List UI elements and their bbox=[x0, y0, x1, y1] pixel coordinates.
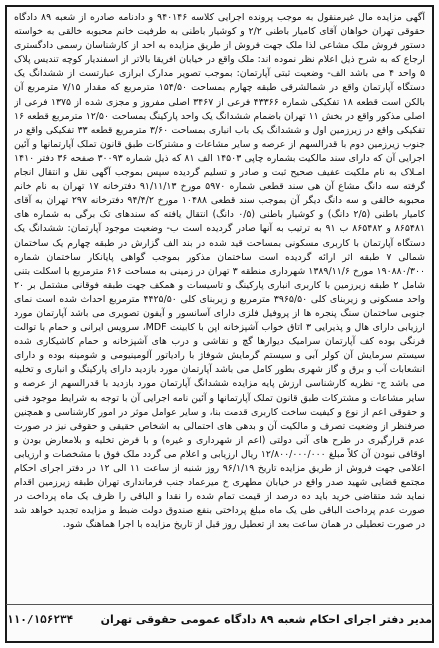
auction-notice bbox=[5, 5, 434, 643]
notice-footer bbox=[7, 608, 432, 630]
signature-line: مدیر دفتر اجرای احکام شعبه ۸۹ دادگاه عمومی حقوقی تهران bbox=[100, 612, 432, 626]
footer-divider bbox=[6, 604, 433, 605]
notice-body-text: آگهی مزایده مال غیرمنقول به موجب پرونده اجرایی کلاسه ۹۴۰۱۴۶ و دادنامه صادره از شعبه ۸۹ دادگاه حقوقی تهران خواهان آقای کامیار باطنی ۲/۲ و کوشیار باطنی به طرفیت خانم محبوبه خالقی به خواسته دستور فروش ملک مشاعی لذا ملک جهت فروش از طریق مزایده به احد از کارشناسان رسمی دادگستری ارجاع که به شرح ذیل اعلام نظر نموده اند: ملک واقع در خیابان افریقا بالاتر از اسفندیار کوچه تندیس پلاک ۵ واحد ۴ می باشد الف- وضعیت ثبتی آپارتمان: بموجب تصویر مدارک ابرازی عبارتست از ششدانگ یک دستگاه آپارتمان واقع در شمالشرقی طبقه چهارم بمساحت ۱۵۴/۵۰ مترمربع که مقدار ۷/۱۵ مترمربع آن بالکن است قطعه ۱۸ تفکیکی شماره ۴۳۳۶۶ فرعی از ۳۴۶۷ اصلی مفروز و مجزی شده از ۱۳۷۵ فرعی از اصلی مذکور واقع در بخش ۱۱ تهران باضمام ششدانگ یک واحد پارکینگ بمساحت ۱۲/۵۰ مترمربع قطعه ۱۶ تفکیکی واقع در زیرزمین اول و ششدانگ یک باب انباری بمساحت ۳/۶۰ مترمربع قطعه ۳۳ تفکیکی واقع در جنوب زیرزمین دوم با قدرالسهم از عرصه و سایر مشاعات و مشترکات طبق قانون تملک آپارتمانها و آئین اجرایی آن که دارای سند مالکیت بشماره چاپی ۱۴۵۰۳ الف ۸۱ که ذیل شماره ۳۰۰۹۳ صفحه ۳۶ دفتر ۱۴۱۰ امـلاک به نام ملکیت عفیف صحیح ثبت و صادر و تسلیم گردیده سپس بموجب آگهی نقل و انتقال انجام گرفته سه دانگ مشاع آن هی سند قطعی شماره ۵۹۷۰ مورخ ۹۱/۱۱/۱۳ دفترخانه ۱۷ تهران به نام خانم محبوبه خالقی و سه دانگ دیگر آن بموجب سند قطعی ۱۰۴۸۸ مورخ ۹۴/۴/۲ دفترخانه ۲۹۷ تهران به آقای کامیار باطنی (۲/۵ دانگ) و کوشیار باطنی (۰/۵ دانگ) انتقال یافته که سندهای تک برگی به شماره های ۸۶۵۴۸۱ و ۸۶۵۴۸۲ ب ۹۱ به ترتیب به آنها صادر گردیده است ب- وضعیت موجود آپارتمان: ششدانگ یک دستگاه آپارتمان با کاربری مسکونی بمساحت قید شده در بند الف گزارش در طبقه چهارم یک ساختمان شمالی ۷ طبقه اثر ارائه گردیده است ساختمان مذکور بموجب گواهی پایانکار ساختمان شماره ۱۹۰۸۸۰/۳۰۰ مورخ ۱۳۸۹/۱۱/۶ شهرداری منطقه ۳ تهران در زمینی به مساحت ۶۱۶ مترمربع با اسکلت بتنی شامل ۲ طبقه زیرزمین با کاربری انباری پارکینگ و تاسیسات و همکف جهت طبقه فوقانی مشتمل بر ۲۰ واحد مسکونی و زیربنای کلی ۳۹۶۵/۵۰ مترمربع و زیربنای کلی ۴۴۲۵/۵۰ مترمربع احداث شده است نمای جنوبی ساختمان سنگ پنجره ها از پروفیل فلزی دارای آسانسور و آیفون تصویری می باشد آپارتمان مورد ارزیابی دارای هال و پذیرایی ۳ اتاق خواب آشپزخانه اپن با کابینت MDF، سرویس ایرانی و حمام با توالت فرنگی بوده کف آپارتمان سرامیک دیوارها گچ و نقاشی و درب های آشپزخانه و حمام کاشیکاری شده سیستم سرمایش آن کولر آبی و سیستم گرمایش شوفاژ با رادیاتور آلومینیومی و شومینه بوده و دارای انشعابات آب و برق و گاز شهری بطور کامل می باشد آپارتمان مورد بازدید دارای پارکینگ و انباری و تخلیه می باشد ج- نظریه کارشناسی ارزش پایه مزایده ششدانگ آپارتمان مورد بازدید با قدرالسهم از عرصه و سایر مشاعات و مشترکات طبق قانون تملک آپارتمانها و آئین نامه اجرایی آن با توجه به شرایط موجود فنی و حقوقی اعم از نوع و کیفیت ساخت کاربری قدمت بنا، و سایر عوامل موثر در امور کارشناسی و همچنین صرفنظر از وضعیت تصرف و مالکیت آن و بدهی های احتمالی به اشخاص حقیقی و حقوقی نیز در صورت عدم قرارگیری در طرح های آتی دولتی (اعم از شهرداری و غیره) و با فرض تخلیه و بلامعارض بودن و اوقافی نبودن آن کلاً مبلغ ۱۲/۸۰۰/۰۰۰/۰۰۰ ریال ارزیابی و اعلام می گردد ملک فوق با مشخصات و ارزیابی اعلامی جهت فروش از طریق مزایده تاریخ ۹۶/۱/۱۹ روز شنبه از ساعت ۱۱ الی ۱۲ در دفتر اجرای احکام مجتمع قضایی شهید صدر واقع در خیابان مطهری خ میرعماد جنب فرمانداری تهران طبقه زیرزمین اقدام نماید شد متقاضی خرید باید ده درصد از قیمت تمام شده را نقدا و الباقی را ظرف یک ماه پرداخت در صورت عدم پرداخت الباقی طی یک ماه مبلغ پرداختی بنفع صندوق دولت ضبط و مزایده تجدید خواهد شد در صورت تعطیلی در همان ساعت بعد از تعطیل روز قبل از تاریخ مزایده با اجرا هماهنگ شود. bbox=[14, 12, 425, 531]
notice-code: ۱۱۰/۱۵۶۲۳۴ bbox=[7, 612, 74, 626]
